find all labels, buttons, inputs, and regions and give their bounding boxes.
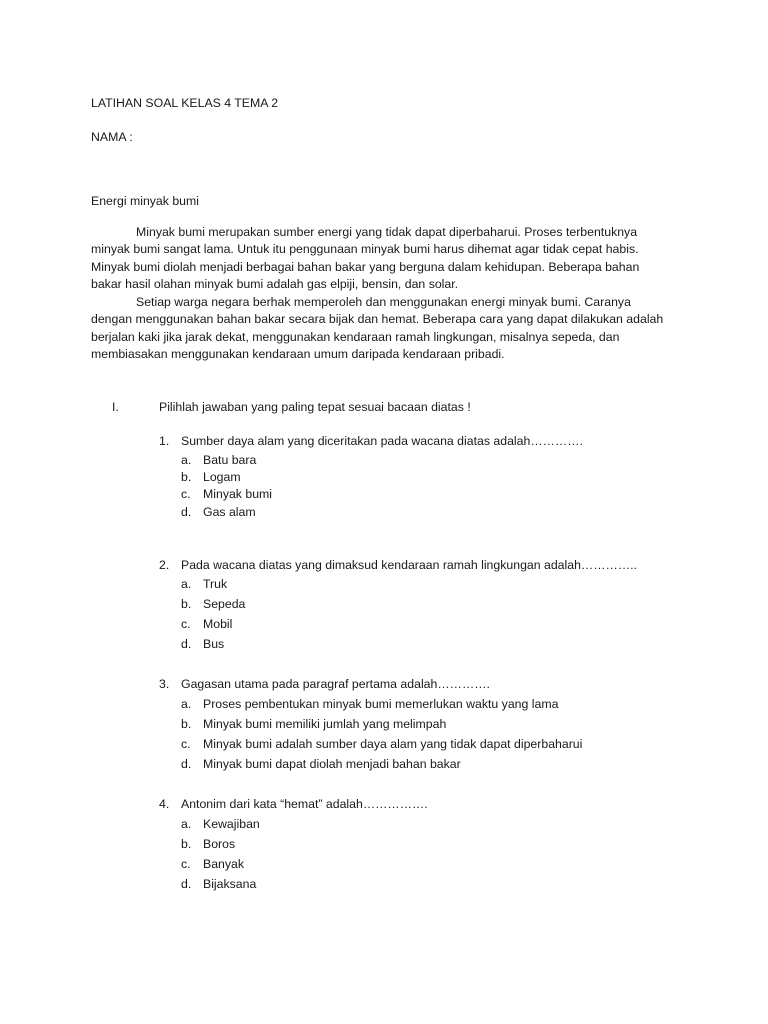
option-text: Minyak bumi memiliki jumlah yang melimpah (203, 717, 447, 731)
option-letter: b. (181, 597, 192, 611)
question-number: 4. (159, 797, 170, 811)
question-text: Sumber daya alam yang diceritakan pada wacana diatas adalah…………. (181, 434, 583, 448)
question-text: Pada wacana diatas yang dimaksud kendaraan ramah lingkungan adalah………….. (181, 558, 637, 572)
option-text: Bus (203, 637, 225, 651)
paragraph-line: bakar hasil olahan minyak bumi adalah gas elpiji, bensin, dan solar. (91, 277, 459, 292)
option-letter: c. (181, 617, 191, 631)
option-text: Sepeda (203, 597, 246, 611)
option-letter: b. (181, 470, 192, 484)
paragraph-line: Setiap warga negara berhak memperoleh dan menggunakan energi minyak bumi. Caranya (136, 295, 631, 309)
option-letter: d. (181, 757, 192, 771)
option-letter: c. (181, 857, 191, 871)
option-text: Gas alam (203, 505, 256, 519)
option-text: Minyak bumi (203, 487, 273, 501)
option-text: Bijaksana (203, 877, 257, 891)
paragraph-line: minyak bumi sangat lama. Untuk itu penggunaan minyak bumi harus dihemat agar tidak cepat habis. (91, 242, 639, 257)
paragraph-line: dengan menggunakan bahan bakar secara bijak dan hemat. Beberapa cara yang dapat dilakukan adalah (91, 312, 664, 327)
option-text: Minyak bumi dapat diolah menjadi bahan bakar (203, 757, 461, 771)
option-letter: d. (181, 877, 192, 891)
option-text: Banyak (203, 857, 245, 871)
worksheet-title: LATIHAN SOAL KELAS 4 TEMA 2 (91, 96, 279, 110)
name-label: NAMA : (91, 130, 133, 144)
option-text: Proses pembentukan minyak bumi memerlukan waktu yang lama (203, 697, 559, 711)
reading-paragraph-1 (91, 224, 681, 294)
question-number: 2. (159, 558, 170, 572)
option-letter: d. (181, 637, 192, 651)
paragraph-line: Minyak bumi merupakan sumber energi yang tidak dapat diperbaharui. Proses terbentuknya (136, 225, 638, 239)
option-text: Minyak bumi adalah sumber daya alam yang tidak dapat diperbaharui (203, 737, 583, 751)
paragraph-line: membiasakan menggunakan kendaraan umum daripada kendaraan pribadi. (91, 347, 505, 362)
option-text: Boros (203, 837, 236, 851)
option-letter: c. (181, 737, 191, 751)
question-text: Antonim dari kata “hemat” adalah……………. (181, 797, 428, 811)
paragraph-line: Minyak bumi diolah menjadi berbagai bahan bakar yang berguna dalam kehidupan. Beberapa bahan (91, 259, 640, 274)
paragraph-line: berjalan kaki jika jarak dekat, menggunakan kendaraan ramah lingkungan, misalnya sepeda, dan (91, 329, 620, 344)
reading-paragraph-2 (91, 294, 681, 364)
reading-title: Energi minyak bumi (91, 194, 199, 208)
option-text: Kewajiban (203, 817, 260, 831)
option-letter: c. (181, 487, 191, 501)
option-letter: a. (181, 697, 192, 711)
question-number: 1. (159, 434, 170, 448)
option-letter: a. (181, 817, 192, 831)
option-letter: a. (181, 577, 192, 591)
option-text: Truk (203, 577, 228, 591)
option-text: Batu bara (203, 453, 257, 467)
section-instruction: Pilihlah jawaban yang paling tepat sesuai bacaan diatas ! (159, 400, 471, 414)
question-number: 3. (159, 677, 170, 691)
question-text: Gagasan utama pada paragraf pertama adalah…………. (181, 677, 490, 691)
option-letter: d. (181, 505, 192, 519)
option-text: Mobil (203, 617, 233, 631)
option-text: Logam (203, 470, 241, 484)
option-letter: a. (181, 453, 192, 467)
option-letter: b. (181, 717, 192, 731)
section-numeral: I. (112, 400, 119, 414)
option-letter: b. (181, 837, 192, 851)
